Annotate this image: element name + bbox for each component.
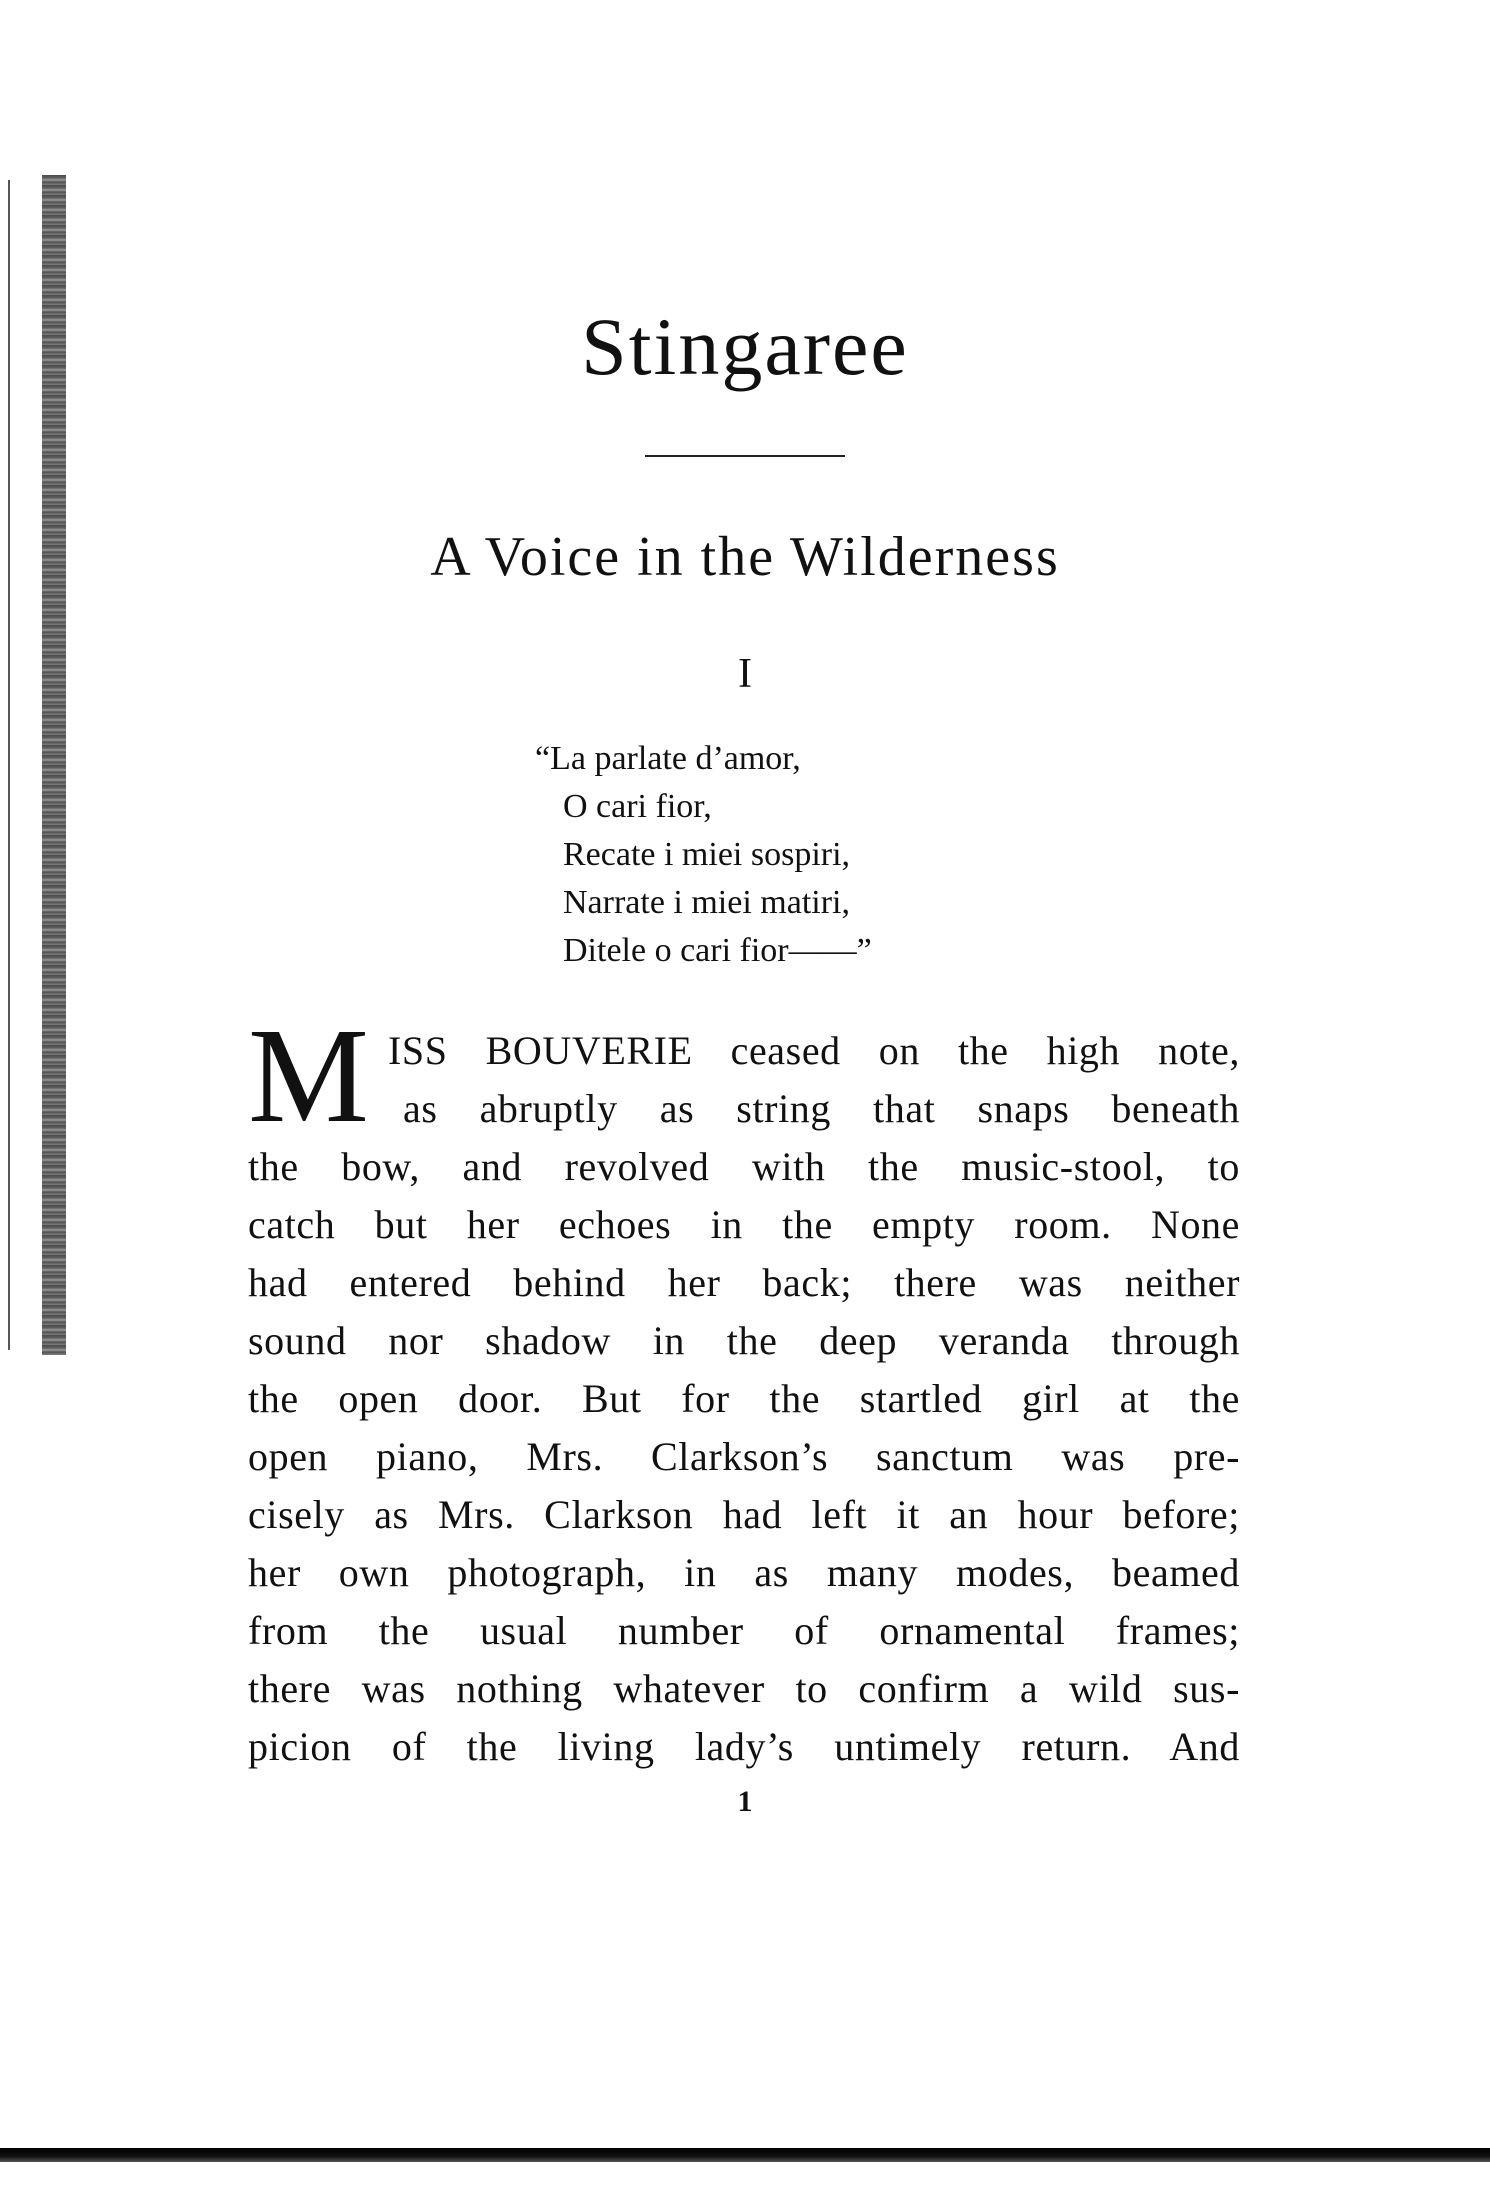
verse-line: Narrate i miei matiri, (563, 884, 850, 921)
scan-bottom-edge (0, 2148, 1490, 2162)
book-title: Stingaree (581, 301, 909, 392)
body-line: picion of the living lady’s untimely return. And (248, 1724, 1240, 1769)
verse-line: Ditele o cari fior——” (563, 932, 872, 969)
body-line: had entered behind her back; there was neither (248, 1260, 1240, 1305)
chapter-title: A Voice in the Wilderness (430, 526, 1060, 588)
verse-line: “La parlate d’amor, (535, 740, 801, 777)
body-line: her own photograph, in as many modes, beamed (248, 1550, 1240, 1595)
body-line: as abruptly as string that snaps beneath (403, 1086, 1240, 1131)
body-line: cisely as Mrs. Clarkson had left it an hour before; (248, 1492, 1240, 1537)
epigraph-verse (535, 735, 872, 975)
body-line: there was nothing whatever to confirm a wild sus- (248, 1666, 1240, 1711)
opening-lines (248, 1001, 1240, 1151)
body-line: from the usual number of ornamental frames; (248, 1608, 1240, 1653)
title-divider (645, 455, 845, 457)
body-paragraph (248, 1001, 1240, 1776)
verse-line: O cari fior, (563, 788, 712, 825)
verse-line: Recate i miei sospiri, (563, 836, 851, 873)
body-line: the bow, and revolved with the music-stool, to (248, 1144, 1240, 1189)
body-line: open piano, Mrs. Clarkson’s sanctum was pre- (248, 1434, 1240, 1479)
drop-cap: M (248, 1001, 370, 1151)
section-number: I (738, 651, 752, 697)
body-line: sound nor shadow in the deep veranda through (248, 1318, 1240, 1363)
body-line: catch but her echoes in the empty room. None (248, 1202, 1240, 1247)
page-number: 1 (737, 1785, 753, 1818)
body-line: the open door. But for the startled girl at the (248, 1376, 1240, 1421)
body-line: ISS BOUVERIE ceased on the high note, (388, 1028, 1240, 1073)
